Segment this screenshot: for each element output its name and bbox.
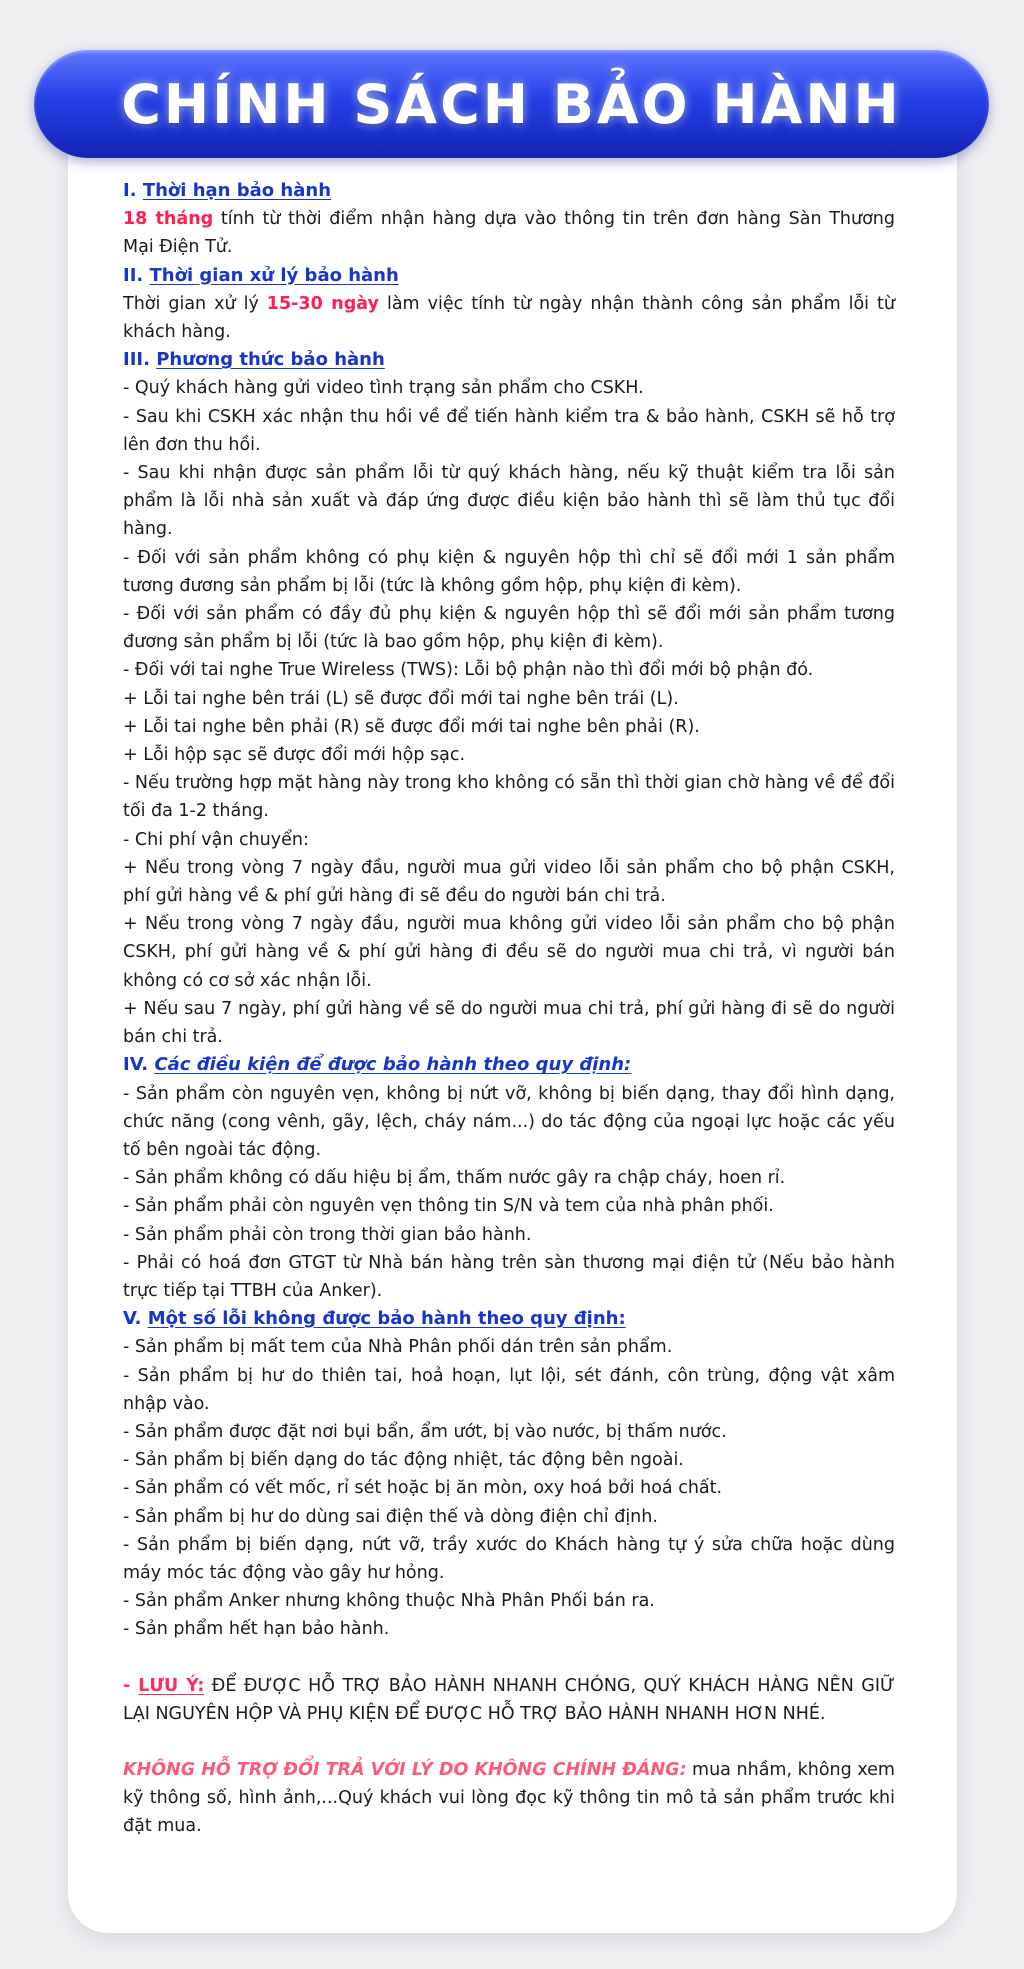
note-prefix: - xyxy=(123,1675,139,1696)
list-item: + Nếu trong vòng 7 ngày đầu, người mua không gửi video lỗi sản phẩm cho bộ phận CSKH, phí gửi hàng về & phí gửi hàng đi đều sẽ do người mua chi trả, vì người bán không có cơ sở xác nhận lỗi. xyxy=(123,914,895,991)
list-item: - Sản phẩm bị biến dạng do tác động nhiệt, tác động bên ngoài. xyxy=(123,1450,684,1471)
list-item: + Lỗi hộp sạc sẽ được đổi mới hộp sạc. xyxy=(123,745,466,766)
section-1-text: tính từ thời điểm nhận hàng dựa vào thông tin trên đơn hàng Sàn Thương Mại Điện Tử. xyxy=(123,209,895,258)
section-1-number: I. xyxy=(123,180,137,201)
list-item: + Lỗi tai nghe bên trái (L) sẽ được đổi mới tai nghe bên trái (L). xyxy=(123,688,679,709)
section-2-number: II. xyxy=(123,264,144,286)
section-2-text-after: làm việc tính từ ngày nhận thành công sản phẩm lỗi từ khách hàng. xyxy=(123,293,895,343)
list-item: - Sản phẩm được đặt nơi bụi bẩn, ẩm ướt, bị vào nước, bị thấm nước. xyxy=(123,1421,727,1442)
section-4-number: IV. xyxy=(123,1054,149,1076)
section-3-number: III. xyxy=(123,349,150,371)
section-3-title: Phương thức bảo hành xyxy=(156,349,385,371)
list-item: + Nếu trong vòng 7 ngày đầu, người mua gửi video lỗi sản phẩm cho bộ phận CSKH, phí gửi hàng về & phí gửi hàng đi sẽ đều do người bán chi trả. xyxy=(123,857,895,907)
section-2-heading xyxy=(123,262,895,290)
list-item: - Nếu trường hợp mặt hàng này trong kho không có sẵn thì thời gian chờ hàng về để đổi tối đa 1-2 tháng. xyxy=(123,773,895,822)
page-title: CHÍNH SÁCH BẢO HÀNH xyxy=(121,72,902,136)
processing-time: 15-30 ngày xyxy=(266,293,379,314)
list-item: - Đối với tai nghe True Wireless (TWS): Lỗi bộ phận nào thì đổi mới bộ phận đó. xyxy=(123,660,814,681)
section-5-number: V. xyxy=(123,1308,142,1330)
list-item: - Sau khi nhận được sản phẩm lỗi từ quý khách hàng, nếu kỹ thuật kiểm tra lỗi sản phẩm là lỗi nhà sản xuất và đáp ứng được điều kiện bảo hành thì sẽ làm thủ tục đổi hàng. xyxy=(123,463,895,540)
list-item: - Sản phẩm Anker nhưng không thuộc Nhà Phân Phối bán ra. xyxy=(123,1591,655,1612)
return-policy-text: mua nhầm, không xem kỹ thông số, hình ảnh,...Quý khách vui lòng đọc kỹ thông tin mô tả sản phẩm trước khi đặt mua. xyxy=(123,1759,895,1837)
list-item: - Đối với sản phẩm không có phụ kiện & nguyên hộp thì chỉ sẽ đổi mới 1 sản phẩm tương đương sản phẩm bị lỗi (tức là không gồm hộp, phụ kiện đi kèm). xyxy=(123,547,895,596)
section-3-heading xyxy=(123,346,895,374)
note-label xyxy=(138,1676,204,1696)
list-item: - Sản phẩm phải còn trong thời gian bảo hành. xyxy=(123,1224,532,1245)
list-item: - Sản phẩm bị hư do dùng sai điện thế và dòng điện chỉ định. xyxy=(123,1506,658,1527)
note-text: ĐỂ ĐƯỢC HỖ TRỢ BẢO HÀNH NHANH CHÓNG, QUÝ KHÁCH HÀNG NÊN GIỮ LẠI NGUYÊN HỘP VÀ PHỤ KIỆN ĐỂ ĐƯỢC HỖ TRỢ BẢO HÀNH NHANH HƠN NHÉ. xyxy=(123,1675,895,1724)
list-item: - Quý khách hàng gửi video tình trạng sản phẩm cho CSKH. xyxy=(123,378,644,399)
list-item: - Sản phẩm bị biến dạng, nứt vỡ, trầy xước do Khách hàng tự ý sửa chữa hoặc dùng máy móc tác động vào gây hư hỏng. xyxy=(123,1534,895,1583)
policy-content xyxy=(123,177,895,1841)
section-2-title: Thời gian xử lý bảo hành xyxy=(149,264,399,286)
list-item: - Sản phẩm bị hư do thiên tai, hoả hoạn, lụt lội, sét đánh, côn trùng, động vật xâm nhập vào. xyxy=(123,1365,895,1414)
warranty-period: 18 tháng xyxy=(123,209,214,230)
list-item: - Phải có hoá đơn GTGT từ Nhà bán hàng trên sàn thương mại điện tử (Nếu bảo hành trực tiếp tại TTBH của Anker). xyxy=(123,1252,895,1301)
section-4-title: Các điều kiện để được bảo hành theo quy định: xyxy=(154,1054,632,1076)
section-2-body xyxy=(123,290,895,346)
warranty-note xyxy=(123,1672,895,1728)
section-5-heading xyxy=(123,1305,895,1333)
section-4-heading xyxy=(123,1051,895,1079)
list-item: - Sản phẩm phải còn nguyên vẹn thông tin S/N và tem của nhà phân phối. xyxy=(123,1196,774,1217)
list-item: - Chi phí vận chuyển: xyxy=(123,829,309,850)
section-1-heading xyxy=(123,177,895,205)
return-policy-label: KHÔNG HỖ TRỢ ĐỔI TRẢ VỚI LÝ DO KHÔNG CHÍNH ĐÁNG: xyxy=(123,1759,687,1780)
section-5-title: Một số lỗi không được bảo hành theo quy định: xyxy=(147,1308,626,1330)
list-item: - Sản phẩm hết hạn bảo hành. xyxy=(123,1619,390,1640)
list-item: - Đối với sản phẩm có đầy đủ phụ kiện & nguyên hộp thì sẽ đổi mới sản phẩm tương đương sản phẩm bị lỗi (tức là bao gồm hộp, phụ kiện đi kèm). xyxy=(123,604,895,653)
list-item: - Sau khi CSKH xác nhận thu hồi về để tiến hành kiểm tra & bảo hành, CSKH sẽ hỗ trợ lên đơn thu hồi. xyxy=(123,406,895,455)
list-item: + Nếu sau 7 ngày, phí gửi hàng về sẽ do người mua chi trả, phí gửi hàng đi sẽ do người bán chi trả. xyxy=(123,998,895,1048)
spacer xyxy=(123,1644,895,1672)
list-item: - Sản phẩm không có dấu hiệu bị ẩm, thấm nước gây ra chập cháy, hoen rỉ. xyxy=(123,1168,786,1189)
return-policy-note xyxy=(123,1756,895,1841)
section-2-text-before: Thời gian xử lý xyxy=(123,293,267,314)
spacer xyxy=(123,1728,895,1756)
list-item: - Sản phẩm có vết mốc, rỉ sét hoặc bị ăn mòn, oxy hoá bởi hoá chất. xyxy=(123,1478,723,1499)
section-1-title: Thời hạn bảo hành xyxy=(142,180,332,201)
title-banner xyxy=(34,50,989,158)
list-item: + Lỗi tai nghe bên phải (R) sẽ được đổi mới tai nghe bên phải (R). xyxy=(123,716,700,737)
section-1-body xyxy=(123,205,895,261)
list-item: - Sản phẩm còn nguyên vẹn, không bị nứt vỡ, không bị biến dạng, thay đổi hình dạng, chức năng (cong vênh, gãy, lệch, cháy nám...) do tác động của ngoại lực hoặc các yếu tố bên ngoài tác động. xyxy=(123,1083,895,1160)
list-item: - Sản phẩm bị mất tem của Nhà Phân phối dán trên sản phẩm. xyxy=(123,1337,673,1358)
note-label-text: LƯU Ý: xyxy=(138,1675,205,1696)
